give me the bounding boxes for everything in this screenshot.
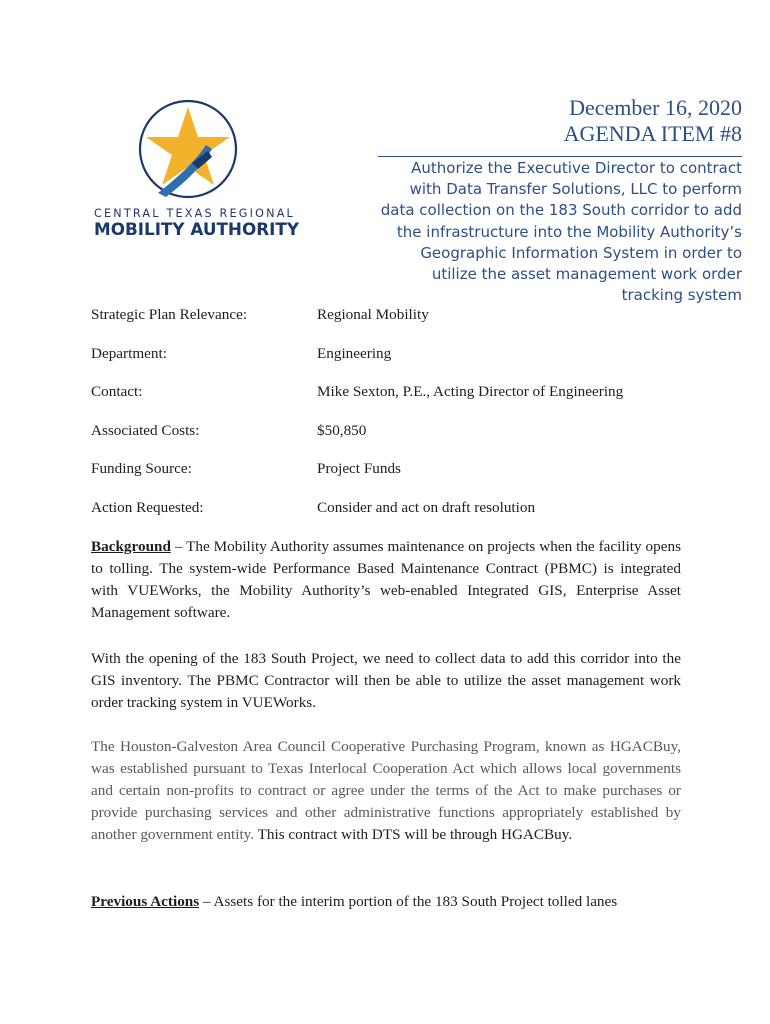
agenda-item-description (362, 158, 742, 306)
hgacbuy-contract-text: This contract with DTS will be through HGACBuy. (254, 826, 573, 843)
mobility-authority-logo (90, 97, 299, 242)
field-action-requested (91, 499, 751, 521)
description-line: utilize the asset management work order (431, 265, 742, 284)
logo-text-line1: CENTRAL TEXAS REGIONAL (94, 207, 295, 220)
description-line: Authorize the Executive Director to contract (411, 159, 742, 177)
field-value: $50,850 (317, 422, 367, 439)
background-heading: Background (91, 538, 171, 555)
field-value: Project Funds (317, 460, 401, 477)
field-value: Consider and act on draft resolution (317, 499, 536, 516)
field-funding-source (91, 460, 751, 482)
meeting-date: December 16, 2020 (569, 95, 742, 120)
field-label: Associated Costs: (91, 422, 200, 439)
field-department (91, 345, 751, 367)
previous-actions-paragraph (91, 891, 681, 913)
background-paragraph (91, 536, 681, 624)
field-value: Regional Mobility (317, 306, 429, 323)
field-label: Strategic Plan Relevance: (91, 306, 248, 323)
previous-actions-heading: Previous Actions (91, 893, 200, 910)
header-divider (378, 156, 742, 157)
field-label: Action Requested: (91, 499, 204, 516)
hgacbuy-paragraph (91, 736, 681, 846)
star-road-emblem-icon (128, 97, 248, 202)
previous-actions-text: – Assets for the interim portion of the 183 South Project tolled lanes (199, 893, 618, 910)
hgacbuy-text: The Houston-Galveston Area Council Cooperative Purchasing Program, known as HGACBuy, was established pursuant to Texas Interlocal Cooperation Act which allows local governments and certain non-profits to contract or agree under the terms of the Act to make purchases or provide purchasing services and other administrative functions appropriately established by another government entity. (91, 738, 681, 843)
field-label: Contact: (91, 383, 143, 400)
field-contact (91, 383, 751, 405)
description-line: with Data Transfer Solutions, LLC to perform (409, 180, 742, 199)
field-associated-costs (91, 422, 751, 444)
description-line: the infrastructure into the Mobility Authority’s (396, 222, 742, 241)
background-text: – The Mobility Authority assumes maintenance on projects when the facility opens to tolling. The system-wide Performance Based Maintenance Contract (PBMC) is integrated with VUEWorks, the Mobility Authority’s web-enabled Integrated GIS, Enterprise Asset Management software. (91, 538, 681, 621)
field-label: Department: (91, 345, 167, 362)
description-line: data collection on the 183 South corridor to add (380, 201, 742, 220)
logo-text-line2: MOBILITY AUTHORITY (94, 219, 299, 239)
field-label: Funding Source: (91, 460, 192, 477)
field-value: Engineering (317, 345, 392, 362)
field-strategic-plan (91, 306, 751, 328)
agenda-item-title: AGENDA ITEM #8 (563, 121, 742, 146)
opening-paragraph: With the opening of the 183 South Project, we need to collect data to add this corridor into the GIS inventory. The PBMC Contractor will then be able to utilize the asset management work order tracking system in VUEWorks. (91, 650, 681, 711)
field-value: Mike Sexton, P.E., Acting Director of Engineering (317, 383, 624, 400)
description-line: Geographic Information System in order to (420, 243, 742, 262)
description-line: tracking system (621, 286, 742, 305)
